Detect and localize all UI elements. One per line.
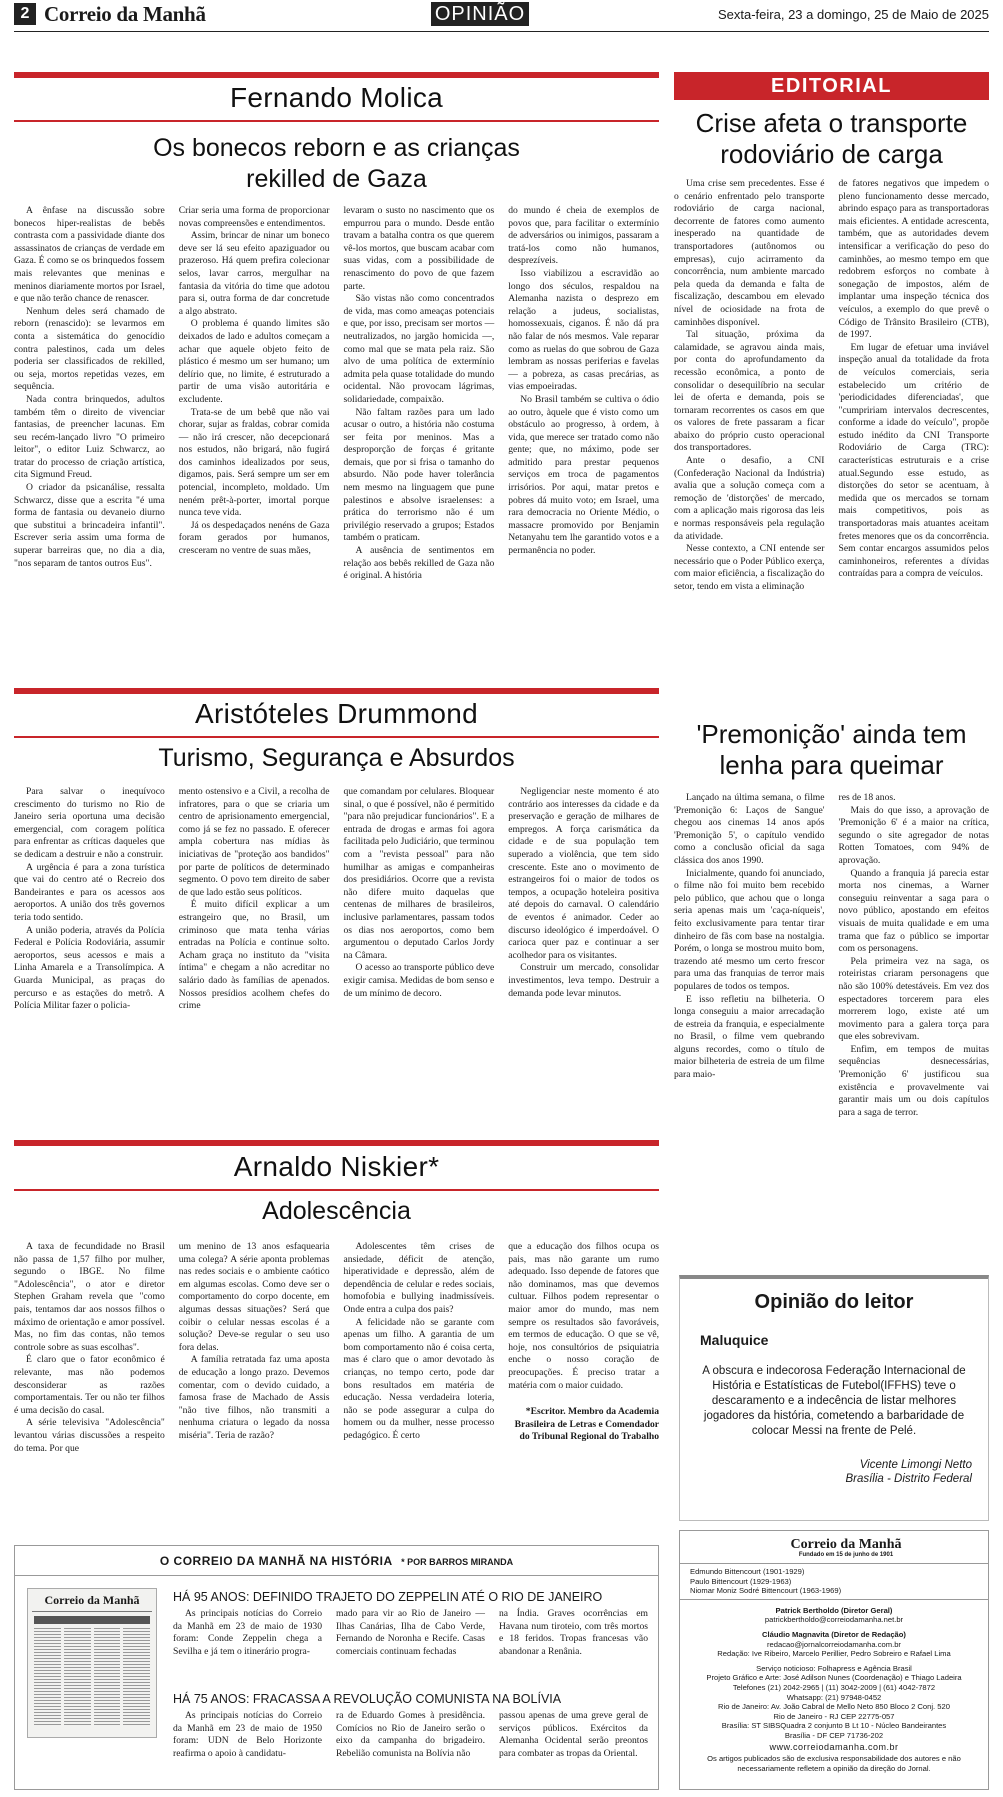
paragraph: A família retratada faz uma aposta de educação a longo prazo. Devemos comentar, com o devido cuidado, a famosa frase de Machado de Assis "não tive filhos, não transmiti a nenhuma criatura o legado da nossa miséria". Teria de razão? <box>178 1354 330 1441</box>
paragraph: Não faltam razões para um lado acusar o outro, a história não costuma ser feita por meninos. Mas a desproporção de forças é gritante demais, que por si frisa o tamanho do absurdo. Não pode haver tolerância nem mesmo na linguagem que pune palestinos e absolve israelenses: a prática do terrorismo não é um privilégio reservado a grupos; Estados também o praticam. <box>343 406 495 544</box>
history-body <box>173 1710 648 1760</box>
paragraph: levaram o susto no nascimento que os empurrou para o mundo. Desde então travam a batalha contra os que querem vê-los mortos, que buscam acabar com suas vidas, com a possibilidade de renascimento do povo de que fazem parte. <box>343 205 495 292</box>
founder: Paulo Bittencourt (1929-1963) <box>690 1576 792 1586</box>
paragraph: Inicialmente, quando foi anunciado, o filme não foi muito bem recebido pelo público, que achou que o longa seria apenas mais um 'caça-níqueis', feito exclusivamente para tentar tirar dinheiro de fãs com base na nostalgia. Porém, o longa se mostrou muito bom, trazendo até mesmo um certo frescor para uma das franquias de terror mais populares de todos os tempos. <box>674 867 825 992</box>
masthead-logo: Correio da Manhã <box>44 2 206 26</box>
paragraph: Trata-se de um bebê que não vai chorar, sujar as fraldas, cobrar comida — não irá crescer, não decepcionará nos estudos, não brigará, não fugirá dos caminhos idealizados por seus, digamos, pais. Será sempre um ser em potencial, incompleto, moldado. Um neném prêt-à-porter, imortal porque nunca teve vida. <box>178 406 330 519</box>
article-body <box>14 205 659 583</box>
article-title: 'Premonição' ainda tem lenha para queimar <box>696 719 967 780</box>
paragraph: Tal situação, próxima da calamidade, se agravou ainda mais, por conta do aprofundamento da recessão econômica, a ponto de consolidar o desequilíbrio na secular lei de oferta e demanda, pois se tornaram recorrentes os casos em que os valores de frete passaram a ficar abaixo do próprio custo operacional dos transportadores. <box>674 329 825 454</box>
paragraph: de fatores negativos que impedem o pleno funcionamento desse mercado, abrindo espaço para as transportadoras mais eficientes. A entidade acrescenta, também, que as autoridades devem intensificar a verificação do peso do caminhões, ao mesmo tempo em que redobrem esforços no combate à sonegação de impostos, além de implantar uma inspeção técnica dos veículos, a exemplo do que prevê o Código de Trânsito Brasileiro (CTB), de 1997. <box>838 178 989 341</box>
newspaper-thumbnail <box>27 1588 157 1738</box>
paragraph: No Brasil também se cultiva o ódio ao outro, àquele que é visto como um obstáculo ao progresso, à ordem, à vida, que merece ser tratado como não gente; que, no máximo, pode ser admitido para prestar pequenos serviços em troca de pagamentos irrisórios. Por aqui, matar pretos e pobres dá muito voto; em Israel, uma rara democracia no Oriente Médio, o massacre promovido por Benjamin Netanyahu tem lhe garantido votos e a permanência no poder. <box>508 393 659 557</box>
thumbnail-text <box>123 1628 150 1726</box>
paragraph: ra de Eduardo Gomes à presidência. Comícios no Rio de Janeiro serão o eixo da campanha do brigadeiro. Rebelião comunista na Bolívia não <box>336 1710 485 1759</box>
column-top-bar <box>14 72 659 78</box>
paragraph: O criador da psicanálise, ressalta Schwarcz, disse que a escrita "é uma forma de fantasia ou devaneio diurno que substitui a brincadeira infantil". Escrever seria assim uma forma de superar barreiras que, no dia a dia, "nos separam de tantos outros Eus". <box>14 482 165 569</box>
author-name: Aristóteles Drummond <box>195 698 478 729</box>
director-email: patrickbertholdo@correiodamanha.net.br <box>764 1615 904 1625</box>
paragraph: que comandam por celulares. Bloquear sinal, o que é possível, não é permitido "para não prejudicar funcionários". E a entrada de drogas e armas foi agora facilitada pelo Judiciário, que terminou com a "revista pessoal" para não humilhar as amigas e companheiras dos presidiários. Ocorre que a revista não difere muito daquelas que centenas de milhares de brasileiros, inclusive parlamentares, passam todos os dias nos aeroportos, como bem argumentou o deputado Carlos Jordy na Câmara. <box>343 786 495 961</box>
author-rule <box>14 1189 659 1191</box>
phones: Telefones (21) 2042-2965 | (11) 3042-2009 | (61) 4042-7872 <box>732 1682 936 1692</box>
whatsapp: Whatsapp: (21) 97948-0452 <box>786 1692 882 1702</box>
section-label: OPINIÃO <box>431 2 529 26</box>
column-top-bar <box>14 688 659 694</box>
history-body <box>173 1608 648 1658</box>
text-column <box>179 786 330 1013</box>
thumbnail-rule <box>32 1611 152 1612</box>
masthead-box <box>679 1530 989 1790</box>
founded-date: Fundado em 15 de junho de 1901 <box>798 1552 894 1558</box>
news-services: Serviço noticioso: Folhapress e Agência Brasil <box>756 1663 912 1673</box>
paragraph: São vistas não como concentrados de vida, mas como ameaças potenciais e que, por isso, precisam ser mortos — neutralizados, no jargão homicida —, como mal que se mata pela raiz. São alvo de uma política de extermínio admita pela quase totalidade do mundo ocidental. Não provocam lágrimas, solidariedade, compaixão. <box>343 293 495 405</box>
paragraph: mento ostensivo e a Civil, a recolha de infratores, para o que se criaria um centro de aprisionamento emergencial, como já se fez no passado. E oferecer ampla cobertura nas mídias às iniciativas de "proteção aos bandidos" por parte de políticos de determinado segmento. O povo tem direito de saber de que lado estão seus políticos. <box>178 786 330 898</box>
history-byline: * POR BARROS MIRANDA <box>401 1557 514 1567</box>
article-title: Os bonecos reborn e as crianças rekilled de Gaza <box>153 134 520 193</box>
address-rio-cep: Rio de Janeiro - RJ CEP 22775-057 <box>773 1711 895 1721</box>
editorial-label: EDITORIAL <box>674 72 989 100</box>
reader-opinion-box <box>679 1275 989 1521</box>
thumbnail-logo: Correio da Manhã <box>44 1593 140 1607</box>
paragraph: A urgência é para a zona turística que vai do centro até o Recreio dos Bandeirantes e para os acessos aos aeroportos. A união dos três governos teria todo sentido. <box>14 861 165 923</box>
text-column <box>179 205 330 558</box>
text-column <box>344 786 495 1000</box>
paragraph: um menino de 13 anos esfaquearia uma colega? A série aponta problemas nas redes sociais e o ambiente caótico em algumas escolas. Como deve ser o comportamento do corpo docente, em algumas dessas situações? Será que coibir o celular nessas escolas é a solução? Deve-se regular o seu uso fora delas. <box>178 1241 330 1353</box>
thumbnail-columns <box>34 1628 150 1726</box>
text-column <box>14 786 165 1013</box>
paragraph: Pela primeira vez na saga, os roteiristas criaram personagens que não são 100% detestáveis. Em vez dos espectadores torcerem para eles morrerem logo, existe até um movimento para a galera torça para que eles sobrevivam. <box>838 955 989 1043</box>
disclaimer: Os artigos publicados são de exclusiva responsabilidade dos autores e não necessariamente refletem a opinião da direção do Jornal. <box>707 1754 961 1773</box>
paragraph: Mais do que isso, a aprovação de 'Premonição 6' é a maior na crítica, segundo o site agregador de notas Rotten Tomatoes, com 94% de aprovação. <box>838 804 989 866</box>
text-column <box>179 1241 330 1443</box>
text-column <box>674 792 825 1082</box>
paragraph: que a educação dos filhos ocupa os pais, mas não garante um rumo adequado. Isso depende de fatores que não dominamos, mas que devemos cultuar. Filhos podem representar o maior amor do mundo, mas nem sempre os resultados são favoráveis, em termos de educação. O que se vê, hoje, nos consultórios de psiquiatria enche o nosso coração de preocupações. É preciso tratar a matéria com o maior cuidado. <box>508 1241 659 1391</box>
paragraph: Nenhum deles será chamado de reborn (renascido): se levarmos em conta a sistemática do genocídio contra palestinos, cada um deles poderia ser classificados de rekilled, ou seja, mortos repetidas vezes, em sequência. <box>14 305 165 393</box>
website-link[interactable]: www.correiodamanha.com.br <box>769 1741 899 1752</box>
thumbnail-text <box>64 1628 91 1726</box>
paragraph: Uma crise sem precedentes. Esse é o cenário enfrentado pelo transporte rodoviário de carga nacional, decorrente de fatores como aumento inesperado na quantidade de transportadores (autônomos ou empresas), cujo acirramento da concorrência, num ambiente marcado pela queda da demanda e falta de fiscalização, descambou em elevado nível de ociosidade na frota de caminhões disponível. <box>674 178 825 328</box>
letter-signature: Vicente Limongi Netto <box>859 1459 972 1471</box>
thumbnail-headline <box>34 1616 150 1624</box>
address-brasilia: Brasília: ST SIBSQuadra 2 conjunto B Lt 10 - Núcleo Bandeirantes <box>721 1721 947 1731</box>
paragraph: As principais notícias do Correio da Manhã em 23 de maio de 1930 foram: Conde Zeppelin chega a Sevilha e já tem o itinerário progra- <box>173 1608 322 1657</box>
paragraph: res de 18 anos. <box>838 792 896 803</box>
letter-location: Brasília - Distrito Federal <box>845 1473 972 1485</box>
text-column <box>839 178 990 581</box>
address-rio: Rio de Janeiro: Av. João Cabral de Mello Neto 850 Bloco 2 Conj. 520 <box>718 1702 950 1712</box>
paragraph: Negligenciar neste momento é ato contrário aos interesses da cidade e da preservação e geração de milhares de empregos. A força carismática da cidade e de sua população tem superado a violência, que tem sido crescente. Este ano o movimento de estrangeiros foi o maior de todos os tempos, a ocupação hoteleira positiva até depois do carnaval. O calendário de eventos é animador. Ceder ao discurso ideológico é imperdoável. O carioca quer paz e continuar a ser acolhedor para os visitantes. <box>508 786 659 961</box>
director: Patrick Bertholdo (Diretor Geral) <box>775 1605 893 1615</box>
text-column <box>344 205 495 583</box>
letter-title: Maluquice <box>700 1332 769 1348</box>
text-column <box>14 1241 165 1455</box>
page-number: 2 <box>14 3 36 25</box>
author-name: Fernando Molica <box>229 82 444 113</box>
author-rule <box>14 120 659 122</box>
paragraph: Adolescentes têm crises de ansiedade, déficit de atenção, hiperatividade e depressão, além de dependência de celular e redes sociais, homofobia e bullying inadmissíveis. Onde entra a culpa dos pais? <box>343 1241 495 1315</box>
page-header <box>0 0 1003 40</box>
paragraph: na Índia. Graves ocorrências em Havana num tiroteio, com três mortos e 18 feridos. Tropas francesas vão abandonar a Renânia. <box>499 1608 648 1657</box>
founders-list <box>680 1567 988 1596</box>
text-column <box>344 1241 495 1443</box>
paragraph: Já os despedaçados nenéns de Gaza foram gerados por humanos, cresceram no ventre de suas mães, <box>178 519 330 557</box>
paragraph: Lançado na última semana, o filme 'Premonição 6: Laços de Sangue' chegou aos cinemas 14 anos após 'Premonição 5', o capítulo vendido como a conclusão oficial da saga clássica dos anos 1990. <box>674 792 825 866</box>
history-box <box>14 1545 659 1790</box>
header-rule <box>14 31 989 32</box>
founder: Niomar Moniz Sodré Bittencourt (1963-1969) <box>690 1586 842 1596</box>
paragraph: O problema é quando limites são deixados de lado e adultos começam a achar que aquele objeto feito de plástico é mesmo um ser humano; um delírio que, no limite, é estruturado a partir de uma visão autoritária e excludente. <box>178 318 330 405</box>
author-footnote: *Escritor. Membro da Academia Brasileira de Letras e Comendador do Tribunal Regional do Trabalho <box>514 1406 659 1443</box>
paragraph: A taxa de fecundidade no Brasil não passa de 1,57 filho por mulher, segundo o IBGE. No filme "Adolescência", o ator e diretor Stephen Graham revela que "como pais, tentamos dar aos nossos filhos o máximo de orientação e amor possível. Mas, no fim das contas, não temos controle sobre as suas escolhas". <box>14 1241 165 1353</box>
paragraph: O acesso ao transporte público deve exigir camisa. Medidas de bom senso e de um mínimo de decoro. <box>343 962 495 999</box>
reader-opinion-heading: Opinião do leitor <box>754 1291 914 1313</box>
newsroom: Redação: Ive Ribeiro, Marcelo Perillier, Pedro Sobreiro e Rafael Lima <box>717 1649 951 1659</box>
article-title: Turismo, Segurança e Absurdos <box>158 744 515 772</box>
paragraph: Assim, brincar de ninar um boneco deve ser lá seu efeito apaziguador ou prazeroso. Há quem prefira colecionar selos, lavar carros, mergulhar na fantasia da vitória do time que adotou para si, outra forma de dar concretude a algo abstrato. <box>178 230 330 317</box>
editorial-body <box>674 178 989 594</box>
article-body <box>14 786 659 1013</box>
letter-body: A obscura e indecorosa Federação Internacional de História e Estatísticas de Futebol(IFFHS) teve o descaramento e a indecência de listar melhores jogadores da história, cometendo a barbaridade de colocar Messi na frente de Pelé. <box>702 1365 966 1437</box>
paragraph: Nesse contexto, a CNI entende ser necessário que o Poder Público exerça, com maior eficiência, a fiscalização do setor, tendo em vista a eliminação <box>674 543 825 592</box>
history-headline: HÁ 75 ANOS: FRACASSA A REVOLUÇÃO COMUNISTA NA BOLÍVIA <box>173 1692 562 1706</box>
paragraph: Ante o desafio, a CNI (Confederação Nacional da Indústria) avalia que a solução começa com a remoção de 'distorções' de mercado, com a aplicação mais rigorosa das leis e normas responsáveis pela regulação da atividade. <box>674 455 825 542</box>
article-title: Adolescência <box>262 1197 411 1225</box>
paragraph: É claro que o fator econômico é relevante, mas não podemos desconsiderar as razões comportamentais. Ter ou não ter filhos é uma decisão do casal. <box>14 1354 165 1416</box>
article-body <box>14 1241 659 1455</box>
thumbnail-text <box>94 1628 121 1726</box>
text-column <box>508 205 659 558</box>
paragraph: As principais notícias do Correio da Manhã em 23 de maio de 1950 foram: UDN de Belo Horizonte reafirma o apoio à candidatu- <box>173 1710 322 1759</box>
paragraph: Nada contra brinquedos, adultos também têm o direito de vivenciar fantasias, de preencher lacunas. Em seu recém-lançado livro "O primeiro leitor", o editor Luiz Schwarcz, ao tratar do processo de criação artística, cita Sigmund Freud. <box>14 393 165 481</box>
paragraph: A união poderia, através da Polícia Federal e Polícia Rodoviária, assumir aeroportos, seus acessos e mais a Linha Amarela e a Transolímpica. A Guarda Municipal, as praças do percurso e as estações do metrô. A Polícia Militar fazer o policia- <box>14 924 165 1012</box>
paragraph: Em lugar de efetuar uma inviável inspeção anual da totalidade da frota de veículos comerciais, seria estabelecido um critério de 'periodicidades diferenciadas', que "cumpririam intervalos decrescentes, conforme a idade do veículo", propõe estudo inédito da CNI Transporte Rodoviário de Carga (TRC): características estruturais e a crise atual.Segundo esse estudo, as distorções do setor se acentuam, à medida que os mercados se tornam mais competitivos, pois as transportadoras mais atuantes aceitam fretes menores que os da concorrência. Sem contar encargos assumidos pelos caminhoneiros, referentes a dívidas contraídas para a compra de veículos. <box>838 341 989 580</box>
history-headline: HÁ 95 ANOS: DEFINIDO TRAJETO DO ZEPPELIN ATÉ O RIO DE JANEIRO <box>173 1590 603 1604</box>
masthead-logo: Correio da Manhã <box>790 1537 902 1552</box>
divider <box>680 1599 988 1600</box>
paragraph: É muito difícil explicar a um estrangeiro que, no Brasil, um criminoso que mata tenha várias entradas na Polícia e continue solto. Acham graça no instituto da "visita íntima" e chegam a não acreditar no salário dado às famílias de apenados. Nossos presídios acolhem chefes do crime <box>178 899 330 1012</box>
paragraph: Quando a franquia já parecia estar morta nos cinemas, a Warner conseguiu reinventar a saga para o novo público, apostando em efeitos visuais de muita qualidade e em uma trama que faz o público se importar com os personagens. <box>838 867 989 955</box>
founder: Edmundo Bittencourt (1901-1929) <box>690 1567 805 1576</box>
text-column <box>14 205 165 570</box>
editorial-title: Crise afeta o transporte rodoviário de carga <box>695 108 968 169</box>
column-top-bar <box>14 1140 659 1146</box>
article-body <box>674 792 989 1119</box>
text-column <box>508 786 659 1000</box>
divider <box>680 1563 988 1564</box>
text-column <box>839 792 990 1119</box>
paragraph: A ausência de sentimentos em relação aos bebês rekilled de Gaza não é original. A história <box>343 545 495 582</box>
graphic-design: Projeto Gráfico e Arte: José Adilson Nunes (Coordenação) e Thiago Ladeira <box>706 1673 962 1683</box>
paragraph: A felicidade não se garante com apenas um filho. A garantia de um bom comportamento não é coisa certa, mas é claro que o amor devotado às crianças, no tempo certo, pode dar bons resultados em matéria de educação. Nessa verdadeira loteria, não se pode assegurar a culpa do homem ou da mulher, nesse processo pedagógico. É certo <box>343 1316 495 1441</box>
paragraph: Para salvar o inequívoco crescimento do turismo no Rio de Janeiro seria oportuna uma decisão emergencial, com coragem política para enfrentar as críticas daqueles que se dedicam a destruir e não a construir. <box>14 786 165 860</box>
thumbnail-text <box>34 1628 61 1726</box>
paragraph: do mundo é cheia de exemplos de povos que, para facilitar o extermínio de adversários ou inimigos, passaram a tratá-los como não humanos, desprezíveis. <box>508 205 659 267</box>
issue-date: Sexta-feira, 23 a domingo, 25 de Maio de 2025 <box>717 7 989 22</box>
paragraph: Enfim, em tempos de muitas sequências desnecessárias, 'Premonição 6' justificou sua existência e provavelmente vai garantir mais um ou dois capítulos para a saga de terror. <box>838 1043 989 1118</box>
paragraph: Isso viabilizou a escravidão ao longo dos séculos, respaldou na Alemanha nazista o desprezo em relação a judeus, socialistas, homossexuais, ciganos. É não dá pra não falar de nós mesmos. Vale reparar como as ruelas do que sobrou de Gaza lembram as nossas periferias e favelas — a pobreza, as casas precárias, as vias empoeiradas. <box>508 267 659 393</box>
author-name: Arnaldo Niskier* <box>233 1151 440 1182</box>
paragraph: Criar seria uma forma de proporcionar novas compreensões e entendimentos. <box>178 205 330 229</box>
editor-email: redacao@jornalcorreiodamanha.com.br <box>767 1639 901 1649</box>
paragraph: A série televisiva "Adolescência" levantou várias discussões a respeito do tema. Por que <box>14 1417 165 1454</box>
paragraph: A ênfase na discussão sobre bonecos hiper-realistas de bebês contrasta com a passividade diante dos assassinatos de crianças de verdade em Gaza. É como se os brinquedos fossem mais relevantes que meninas e meninos diariamente mortos por Israel, e que não terão chance de renascer. <box>14 205 165 305</box>
history-header: O CORREIO DA MANHÃ NA HISTÓRIA <box>159 1554 393 1568</box>
paragraph: Construir um mercado, consolidar investimentos, leva tempo. Destruir a demanda pode levar minutos. <box>508 962 659 999</box>
editor: Cláudio Magnavita (Diretor de Redação) <box>762 1629 906 1639</box>
paragraph: passou apenas de uma greve geral de serviços públicos. Exércitos da Alemanha Ocidental serão preontos para combater as tropas da Oriental. <box>499 1710 648 1759</box>
history-header-bar <box>15 1546 658 1576</box>
paragraph: E isso refletiu na bilheteria. O longa conseguiu a maior arrecadação de estreia da franquia, e especialmente no Brasil, o filme vem quebrando alguns recordes, como o título de maior bilheteria de estreia de um filme para maio- <box>674 993 825 1081</box>
author-rule <box>14 736 659 738</box>
text-column <box>674 178 825 594</box>
paragraph: mado para vir ao Rio de Janeiro — Ilhas Canárias, Ilha de Cabo Verde, Fernando de Noronha e Recife. Casas comerciais continuam fechadas <box>336 1608 485 1657</box>
text-column <box>508 1241 659 1444</box>
address-brasilia-cep: Brasília - DF CEP 71736-202 <box>784 1730 884 1740</box>
